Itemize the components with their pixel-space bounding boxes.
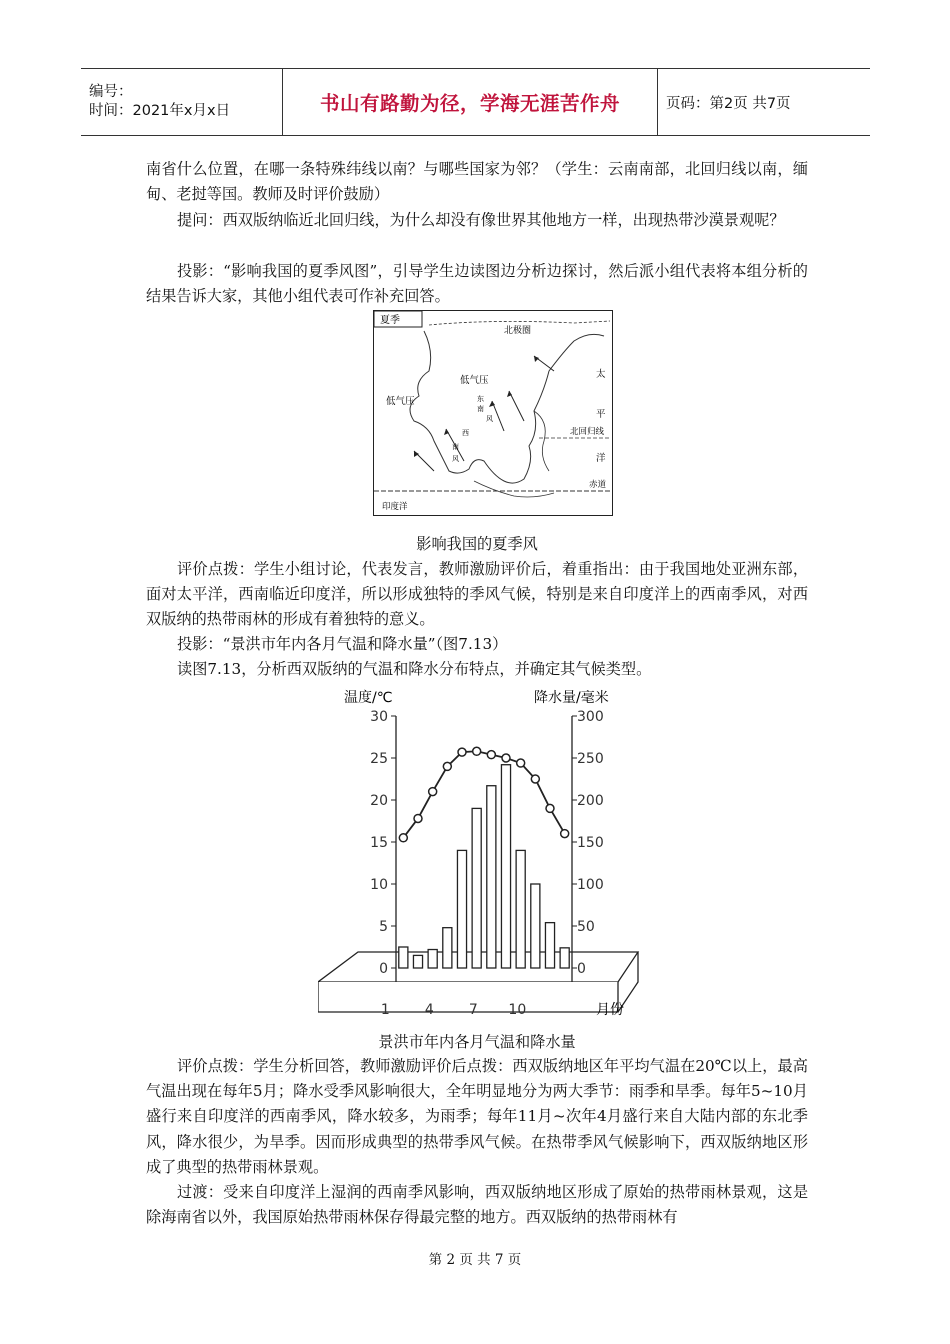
temperature-point-month-10 [531, 775, 539, 783]
temp-tick-label: 10 [370, 877, 388, 893]
precip-tick-label: 50 [577, 919, 595, 935]
map-indian-ocean-label: 印度洋 [382, 502, 408, 512]
document-date: 时间：2021年x月x日 [89, 103, 231, 119]
page-footer: 第 2 页 共 7 页 [428, 1252, 522, 1268]
temperature-point-month-6 [473, 747, 481, 755]
paragraph-7: 评价点拨：学生分析回答，教师激励评价后点拨：西双版纳地区年平均气温在20℃以上，最高气温出现在每年5月；降水受季风影响很大，全年明显地分为两大季节：雨季和旱季。每年5~10月盛行来自印度洋的西南季风，降水较多，为雨季；每年11月~次年4月盛行来自大陆内部的东北季风，降水很少，为旱季。因而形成典型的热带季风气候。在热带季风气候影响下，西双版纳地区形成了典型的热带雨林景观。 [146, 1057, 808, 1176]
paragraph-6: 读图7.13，分析西双版纳的气温和降水分布特点，并确定其气候类型。 [177, 660, 652, 678]
page-header [81, 68, 870, 136]
precip-tick-label: 150 [577, 835, 604, 851]
map-sw-monsoon-char-2: 南 [452, 443, 459, 451]
precip-tick-label: 100 [577, 877, 604, 893]
paragraph-8: 过渡：受来自印度洋上湿润的西南季风影响，西双版纳地区形成了原始的热带雨林景观，这是除海南省以外，我国原始热带雨林保存得最完整的地方。西双版纳的热带雨林有 [146, 1183, 808, 1227]
header-motto-cell [282, 69, 658, 135]
chart-temperature-axis-label: 温度/℃ [344, 690, 393, 706]
header-page-cell [658, 69, 870, 135]
temp-tick-label: 15 [370, 835, 388, 851]
map-drawing [374, 311, 611, 514]
map-se-monsoon-char-3: 风 [486, 415, 493, 423]
map-low-pressure-label-2: 低气压 [386, 396, 415, 407]
map-season-label: 夏季 [380, 315, 400, 326]
map-ocean-char-1: 太 [596, 369, 606, 380]
map-sw-monsoon-char-1: 西 [462, 429, 469, 437]
month-tick-label: 1 [380, 1002, 390, 1018]
chart-x-axis-label: 月份 [596, 1002, 624, 1018]
temp-tick-label: 0 [379, 961, 388, 977]
precip-tick-label: 200 [577, 793, 604, 809]
map-ocean-char-3: 洋 [596, 453, 606, 464]
chart-caption: 景洪市年内各月气温和降水量 [378, 1033, 576, 1051]
climate-chart [318, 682, 658, 1022]
precipitation-bar-month-11 [545, 923, 554, 968]
month-tick-label: 7 [468, 1002, 478, 1018]
temperature-point-month-9 [517, 759, 525, 767]
precipitation-bar-month-4 [443, 928, 452, 968]
temperature-point-month-4 [443, 762, 451, 770]
temp-tick-label: 20 [370, 793, 388, 809]
precipitation-bar-month-2 [413, 955, 422, 968]
temperature-point-month-8 [502, 754, 510, 762]
document-number: 编号： [89, 84, 133, 100]
precipitation-bar-month-10 [531, 884, 540, 968]
map-caption: 影响我国的夏季风 [416, 535, 538, 553]
temperature-point-month-12 [561, 830, 569, 838]
precipitation-bar-month-5 [457, 850, 466, 968]
temperature-line [403, 751, 564, 838]
climate-chart-svg [318, 682, 658, 1022]
paragraph-2: 提问：西双版纳临近北回归线，为什么却没有像世界其他地方一样，出现热带沙漠景观呢？ [177, 211, 785, 229]
map-tropic-label: 北回归线 [570, 427, 605, 437]
chart-precipitation-axis-label: 降水量/毫米 [534, 690, 609, 706]
precipitation-bar-month-3 [428, 950, 437, 968]
paragraph-4: 评价点拨：学生小组讨论，代表发言，教师激励评价后，着重指出：由于我国地处亚洲东部，面对太平洋，西南临近印度洋，所以形成独特的季风气候，特别是来自印度洋上的西南季风，对西双版纳的热带雨林的形成有着独特的意义。 [146, 560, 808, 629]
map-se-monsoon-char-2: 南 [477, 405, 484, 413]
temp-tick-label: 30 [370, 709, 388, 725]
map-low-pressure-label-1: 低气压 [460, 375, 489, 386]
temperature-point-month-3 [429, 788, 437, 796]
paragraph-1: 南省什么位置，在哪一条特殊纬线以南？与哪些国家为邻？（学生：云南南部，北回归线以南，缅甸、老挝等国。教师及时评价鼓励） [146, 160, 808, 204]
temperature-point-month-11 [546, 804, 554, 812]
paragraph-3: 投影：“影响我国的夏季风图”，引导学生边读图边分析边探讨，然后派小组代表将本组分析的结果告诉大家，其他小组代表可作补充回答。 [146, 262, 808, 306]
temperature-point-month-7 [487, 751, 495, 759]
month-tick-label: 4 [424, 1002, 434, 1018]
temperature-point-month-1 [399, 834, 407, 842]
temp-tick-label: 25 [370, 751, 388, 767]
precipitation-bar-month-1 [399, 947, 408, 968]
header-left-cell [81, 69, 282, 135]
summer-monsoon-map [373, 310, 613, 516]
precipitation-bar-month-8 [501, 765, 510, 968]
temperature-point-month-5 [458, 748, 466, 756]
map-equator-label: 赤道 [589, 480, 607, 490]
month-tick-label: 10 [508, 1002, 527, 1018]
page-number: 页码：第2页 共7页 [666, 95, 791, 112]
precipitation-bar-month-9 [516, 850, 525, 968]
map-se-monsoon-char-1: 东 [477, 395, 484, 403]
precip-tick-label: 250 [577, 751, 604, 767]
precipitation-bar-month-6 [472, 808, 481, 968]
map-ocean-char-2: 平 [596, 409, 606, 420]
temp-tick-label: 5 [379, 919, 388, 935]
header-motto: 书山有路勤为径，学海无涯苦作舟 [319, 92, 620, 115]
paragraph-5: 投影：“景洪市年内各月气温和降水量”（图7.13） [177, 635, 508, 653]
map-arctic-circle-label: 北极圈 [504, 326, 532, 336]
temperature-point-month-2 [414, 814, 422, 822]
precip-tick-label: 0 [577, 961, 586, 977]
map-sw-monsoon-char-3: 风 [452, 455, 459, 463]
precipitation-bar-month-7 [487, 786, 496, 968]
precip-tick-label: 300 [577, 709, 604, 725]
precipitation-bar-month-12 [560, 948, 569, 968]
